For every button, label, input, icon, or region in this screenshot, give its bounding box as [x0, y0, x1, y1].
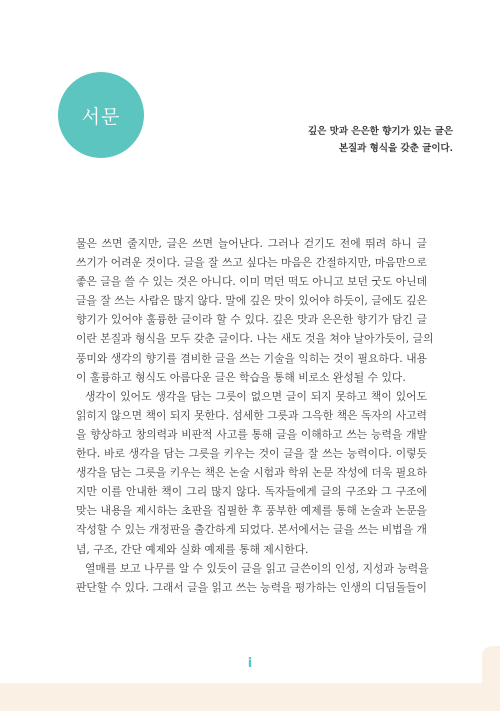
text-line: 생각이 있어도 생각을 담는 그릇이 없으면 글이 되지 못하고 책이 있어도 — [85, 389, 427, 403]
text-line: 한다. 바로 생각을 담는 그릇을 키우는 것이 글을 잘 쓰는 능력이다. 이렇듯 — [76, 447, 427, 461]
epigraph-line: 본질과 형식을 갖춘 글이다. — [338, 143, 453, 154]
text-line: 향기가 있어야 훌륭한 글이라 할 수 있다. 깊은 맛과 은은한 향기가 담긴 글 — [76, 313, 427, 327]
text-line: 열매를 보고 나무를 알 수 있듯이 글을 읽고 글쓴이의 인성, 지성과 능력을 — [85, 561, 429, 575]
chapter-title: 서문 — [81, 105, 121, 128]
text-line: 읽히지 않으면 책이 되지 못한다. 섬세한 그릇과 그윽한 책은 독자의 사고력 — [76, 408, 427, 422]
epigraph — [308, 123, 453, 157]
epigraph-line: 깊은 맛과 은은한 향기가 있는 글은 — [307, 126, 453, 137]
text-line: 글을 잘 쓰는 사람은 많지 않다. 말에 깊은 맛이 있어야 하듯이, 글에도 깊은 — [76, 294, 427, 308]
preface-body — [76, 234, 434, 597]
text-line: 작성할 수 있는 개정판을 출간하게 되었다. 본서에서는 글을 쓰는 비법을 개 — [76, 523, 427, 537]
text-line: 좋은 글을 쓸 수 있는 것은 아니다. 이미 먹던 떡도 아니고 보던 굿도 아닌데 — [76, 275, 427, 289]
footer-band — [0, 683, 500, 711]
page-number: i — [247, 656, 253, 671]
text-line: 지만 이를 안내한 책이 그리 많지 않다. 독자들에게 글의 구조와 그 구조에 — [76, 485, 427, 499]
text-line: 이 훌륭하고 형식도 아름다운 글은 학습을 통해 비로소 완성될 수 있다. — [76, 370, 406, 384]
text-line: 맞는 내용을 제시하는 초판을 집필한 후 풍부한 예제를 통해 논술과 논문을 — [76, 504, 427, 518]
text-line: 이란 본질과 형식을 모두 갖춘 글이다. 나는 새도 것을 쳐야 날아가듯이, 글의 — [76, 332, 434, 346]
text-line: 쓰기가 어려운 것이다. 글을 잘 쓰고 싶다는 마음은 간절하지만, 마음만으로 — [76, 256, 427, 270]
text-line: 생각을 담는 그릇을 키우는 책은 논술 시험과 학위 논문 작성에 더욱 필요하 — [76, 466, 427, 480]
text-line: 판단할 수 있다. 그래서 글을 읽고 쓰는 능력을 평가하는 인생의 디딤돌들이 — [76, 580, 427, 594]
text-line: 풍미와 생각의 향기를 겸비한 글을 쓰는 기술을 익히는 것이 필요하다. 내용 — [76, 351, 427, 365]
text-line: 념, 구조, 간단 예제와 실화 예제를 통해 제시한다. — [76, 542, 309, 556]
text-line: 을 향상하고 창의력과 비판적 사고를 통해 글을 이해하고 쓰는 능력을 개발 — [76, 427, 427, 441]
text-line: 물은 쓰면 줄지만, 글은 쓰면 늘어난다. 그러나 걷기도 전에 뛰려 하니 글 — [76, 237, 427, 250]
chapter-badge — [58, 72, 144, 158]
